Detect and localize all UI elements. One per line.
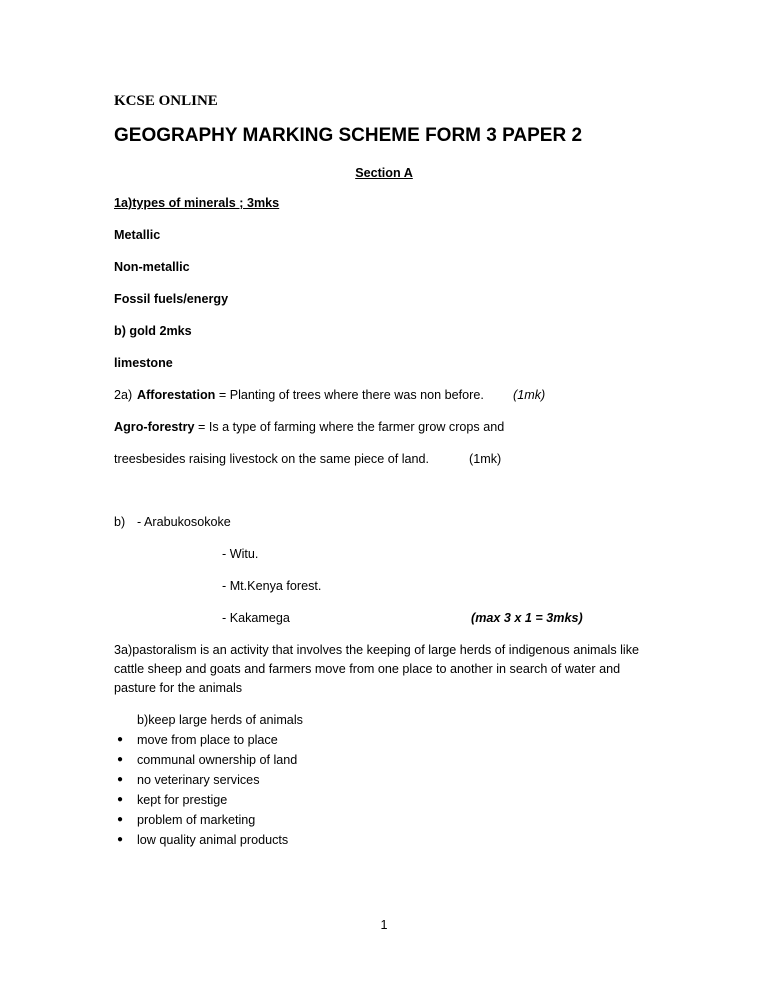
q3b-item: low quality animal products [137,833,289,847]
bullet-icon: ● [117,754,124,765]
q1a-item: Non-metallic [114,260,190,274]
forest-item: - Mt.Kenya forest. [222,579,322,593]
q2a-label: 2a) [114,388,133,402]
afforestation-marks: (1mk) [513,388,546,402]
forest-item: - Arabukosokoke [137,515,231,529]
site-name: KCSE ONLINE [114,93,218,109]
q3b-item: kept for prestige [137,793,228,807]
q1b-heading: b) gold 2mks [114,324,192,338]
q3a-text: 3a)pastoralism is an activity that involves the keeping of large herds of indigenous animals like cattle sheep and goats and farmers move from one place to another in search of water and pasture for the animals [114,643,640,695]
q2b-marks: (max 3 x 1 = 3mks) [471,611,583,625]
document-title: GEOGRAPHY MARKING SCHEME FORM 3 PAPER 2 [114,125,583,146]
bullet-icon: ● [117,734,124,745]
q3b-item: move from place to place [137,733,278,747]
afforestation-definition [137,387,484,403]
bullet-icon: ● [117,814,124,825]
agroforestry-marks: (1mk) [469,452,502,466]
bullet-icon: ● [117,834,124,845]
section-heading: Section A [355,166,413,180]
q3b-item: problem of marketing [137,813,256,827]
page-number: 1 [380,918,388,932]
agroforestry-term: Agro-forestry [114,420,195,434]
q3b-first: b)keep large herds of animals [137,713,303,727]
agroforestry-def-cont: treesbesides raising livestock on the same piece of land. [114,452,430,466]
q1b-item: limestone [114,356,173,370]
q3b-item: communal ownership of land [137,753,298,767]
agroforestry-definition [114,419,504,435]
agroforestry-def: = Is a type of farming where the farmer grow crops and [194,420,505,434]
q1a-item: Fossil fuels/energy [114,292,229,306]
afforestation-def: = Planting of trees where there was non before. [215,388,484,402]
bullet-icon: ● [117,794,124,805]
bullet-icon: ● [117,774,124,785]
q2b-label: b) [114,515,126,529]
q3b-item: no veterinary services [137,773,260,787]
q1a-heading: 1a)types of minerals ; 3mks [114,196,280,210]
afforestation-term: Afforestation [137,388,216,402]
forest-item: - Witu. [222,547,259,561]
q1a-item: Metallic [114,228,161,242]
forest-item: - Kakamega [222,611,290,625]
